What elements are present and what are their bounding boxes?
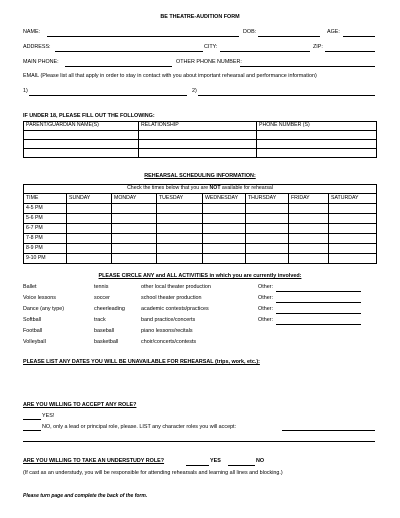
availability-cell[interactable] xyxy=(112,234,157,244)
availability-cell[interactable] xyxy=(246,204,289,214)
guardian-name-cell[interactable] xyxy=(24,149,139,158)
rehearsal-caption-row xyxy=(24,185,377,194)
table-row xyxy=(24,214,377,224)
availability-cell[interactable] xyxy=(112,224,157,234)
other-activity-field[interactable] xyxy=(276,324,361,325)
availability-cell[interactable] xyxy=(112,214,157,224)
guardian-phone-cell[interactable] xyxy=(257,140,377,149)
guardian-table xyxy=(23,121,377,158)
table-row xyxy=(24,131,377,140)
availability-cell[interactable] xyxy=(67,234,112,244)
understudy-yes-label: YES xyxy=(210,458,221,464)
table-row xyxy=(24,244,377,254)
availability-cell[interactable] xyxy=(203,214,246,224)
availability-cell[interactable] xyxy=(246,244,289,254)
availability-cell[interactable] xyxy=(203,204,246,214)
age-label: AGE: xyxy=(327,29,340,35)
availability-cell[interactable] xyxy=(67,204,112,214)
caption-text-bold: NOT xyxy=(209,185,221,192)
other-label: Other: xyxy=(258,317,273,323)
activity-item[interactable]: choir/concerts/contests xyxy=(141,339,197,345)
age-field[interactable] xyxy=(343,36,375,37)
guardian-relationship-cell[interactable] xyxy=(139,131,257,140)
col-thursday: THURSDAY xyxy=(246,194,289,204)
city-field[interactable] xyxy=(220,51,310,52)
availability-cell[interactable] xyxy=(246,214,289,224)
caption-text-post: available for rehearsal xyxy=(220,185,273,192)
any-role-yes-field[interactable] xyxy=(23,419,41,420)
other-phone-label: OTHER PHONE NUMBER: xyxy=(176,59,242,65)
activity-item[interactable]: baseball xyxy=(94,328,115,334)
activity-item[interactable]: other local theater production xyxy=(141,284,211,290)
availability-cell[interactable] xyxy=(112,254,157,264)
understudy-no-label: NO xyxy=(256,458,265,464)
main-phone-field[interactable] xyxy=(65,66,172,67)
rehearsal-caption xyxy=(24,185,377,194)
email1-field[interactable] xyxy=(29,95,187,96)
activity-item[interactable]: Volleyball xyxy=(23,339,46,345)
any-role-no-label: NO, only a lead or principal role, please. LIST any character roles you will accept: xyxy=(42,424,237,430)
activity-item[interactable]: academic contests/practices xyxy=(141,306,209,312)
address-label: ADDRESS: xyxy=(23,44,51,50)
availability-cell[interactable] xyxy=(157,204,203,214)
table-row xyxy=(24,234,377,244)
table-row xyxy=(24,224,377,234)
understudy-no-field[interactable] xyxy=(228,465,255,466)
guardian-col-relationship: RELATIONSHIP xyxy=(139,122,257,131)
availability-cell[interactable] xyxy=(157,234,203,244)
availability-cell[interactable] xyxy=(289,244,329,254)
zip-field[interactable] xyxy=(325,51,375,52)
availability-cell[interactable] xyxy=(246,254,289,264)
activity-item[interactable]: piano lessons/recitals xyxy=(141,328,193,334)
availability-cell[interactable] xyxy=(329,224,377,234)
availability-cell[interactable] xyxy=(329,234,377,244)
availability-cell[interactable] xyxy=(203,224,246,234)
col-wednesday: WEDNESDAY xyxy=(203,194,246,204)
form-title: BE THEATRE-AUDITION FORM xyxy=(160,14,240,20)
table-row xyxy=(24,149,377,158)
table-row xyxy=(24,204,377,214)
guardian-col-phone: PHONE NUMBER (S) xyxy=(257,122,377,131)
activity-item[interactable]: soccer xyxy=(94,295,110,301)
zip-label: ZIP: xyxy=(313,44,323,50)
city-label: CITY: xyxy=(204,44,218,50)
rehearsal-header-row xyxy=(24,194,377,204)
activity-item[interactable]: Voice lessons xyxy=(23,295,56,301)
activity-item[interactable]: cheerleading xyxy=(94,306,125,312)
character-roles-field[interactable] xyxy=(282,430,375,431)
col-sunday: SUNDAY xyxy=(67,194,112,204)
email-note: EMAIL (Please list all that apply in order to stay in contact with you about important rehearsal and performance information) xyxy=(23,73,317,79)
guardian-name-cell[interactable] xyxy=(24,131,139,140)
time-cell: 5-6 PM xyxy=(24,214,67,224)
activity-item[interactable]: tennis xyxy=(94,284,109,290)
availability-cell[interactable] xyxy=(203,244,246,254)
table-row xyxy=(24,140,377,149)
availability-cell[interactable] xyxy=(67,254,112,264)
guardian-col-name: PARENT/GUARDIAN NAME(S) xyxy=(24,122,139,131)
understudy-heading: ARE YOU WILLING TO TAKE AN UNDERSTUDY ROLE? xyxy=(23,458,165,464)
guardian-relationship-cell[interactable] xyxy=(139,140,257,149)
availability-cell[interactable] xyxy=(203,234,246,244)
availability-cell[interactable] xyxy=(246,234,289,244)
availability-cell[interactable] xyxy=(329,254,377,264)
guardian-phone-cell[interactable] xyxy=(257,149,377,158)
availability-cell[interactable] xyxy=(157,224,203,234)
table-row xyxy=(24,254,377,264)
dob-label: DOB: xyxy=(243,29,257,35)
time-cell: 4-5 PM xyxy=(24,204,67,214)
availability-cell[interactable] xyxy=(329,244,377,254)
activity-item[interactable]: basketball xyxy=(94,339,119,345)
roles-heading: ARE YOU WILLING TO ACCEPT ANY ROLE? xyxy=(23,402,137,408)
activity-item[interactable]: school theater production xyxy=(141,295,202,301)
availability-cell[interactable] xyxy=(289,254,329,264)
other-phone-field[interactable] xyxy=(240,66,375,67)
activity-item[interactable]: Football xyxy=(23,328,43,334)
guardian-header-row xyxy=(24,122,377,131)
time-cell: 8-9 PM xyxy=(24,244,67,254)
rehearsal-heading: REHEARSAL SCHEDULING INFORMATION: xyxy=(144,173,256,179)
availability-cell[interactable] xyxy=(157,254,203,264)
col-time: TIME xyxy=(24,194,67,204)
any-role-yes-label: YES! xyxy=(42,413,55,419)
time-cell: 6-7 PM xyxy=(24,224,67,234)
availability-cell[interactable] xyxy=(289,204,329,214)
guardian-phone-cell[interactable] xyxy=(257,131,377,140)
understudy-note: (If cast as an understudy, you will be responsible for attending rehearsals and learning all lines and blocking.) xyxy=(23,470,283,476)
activity-item[interactable]: Softball xyxy=(23,317,41,323)
any-role-no-field[interactable] xyxy=(23,430,41,431)
other-activity-field[interactable] xyxy=(276,291,361,292)
name-field[interactable] xyxy=(47,36,239,37)
activity-item[interactable]: band practice/concerts xyxy=(141,317,196,323)
availability-cell[interactable] xyxy=(67,214,112,224)
availability-cell[interactable] xyxy=(246,224,289,234)
guardian-relationship-cell[interactable] xyxy=(139,149,257,158)
col-monday: MONDAY xyxy=(112,194,157,204)
address-field[interactable] xyxy=(55,51,203,52)
time-cell: 7-8 PM xyxy=(24,234,67,244)
understudy-yes-field[interactable] xyxy=(186,465,209,466)
availability-cell[interactable] xyxy=(289,224,329,234)
other-activity-field[interactable] xyxy=(276,302,361,303)
availability-cell[interactable] xyxy=(203,254,246,264)
activities-heading: PLEASE CIRCLE ANY and ALL ACTIVITIES in which you are currently involved: xyxy=(98,273,302,279)
availability-cell[interactable] xyxy=(112,204,157,214)
other-label: Other: xyxy=(258,295,273,301)
activity-item[interactable]: Ballet xyxy=(23,284,37,290)
activity-item[interactable]: Dance (any type) xyxy=(23,306,65,312)
availability-cell[interactable] xyxy=(67,224,112,234)
character-roles-field-line2[interactable] xyxy=(23,441,375,442)
guardian-name-cell[interactable] xyxy=(24,140,139,149)
availability-cell[interactable] xyxy=(329,214,377,224)
unavailable-heading: PLEASE LIST ANY DATES YOU WILL BE UNAVAILABLE FOR REHEARSAL (trips, work, etc.): xyxy=(23,359,260,365)
other-activity-field[interactable] xyxy=(276,313,361,314)
col-tuesday: TUESDAY xyxy=(157,194,203,204)
time-cell: 9-10 PM xyxy=(24,254,67,264)
main-phone-label: MAIN PHONE: xyxy=(23,59,59,65)
other-label: Other: xyxy=(258,284,273,290)
dob-field[interactable] xyxy=(258,36,320,37)
availability-cell[interactable] xyxy=(329,204,377,214)
availability-cell[interactable] xyxy=(67,244,112,254)
rehearsal-table xyxy=(23,184,377,264)
footer-note: Please turn page and complete the back of the form. xyxy=(23,493,148,499)
email2-label: 2) xyxy=(192,88,197,94)
availability-cell[interactable] xyxy=(157,244,203,254)
email2-field[interactable] xyxy=(198,95,375,96)
availability-cell[interactable] xyxy=(157,214,203,224)
availability-cell[interactable] xyxy=(112,244,157,254)
other-label: Other: xyxy=(258,306,273,312)
col-saturday: SATURDAY xyxy=(329,194,377,204)
email1-label: 1) xyxy=(23,88,28,94)
activity-item[interactable]: track xyxy=(94,317,106,323)
availability-cell[interactable] xyxy=(289,234,329,244)
name-label: NAME: xyxy=(23,29,41,35)
col-friday: FRIDAY xyxy=(289,194,329,204)
availability-cell[interactable] xyxy=(289,214,329,224)
guardian-heading: IF UNDER 18, PLEASE FILL OUT THE FOLLOWING: xyxy=(23,113,155,119)
caption-text-pre: Check the times below that you are xyxy=(127,185,210,192)
